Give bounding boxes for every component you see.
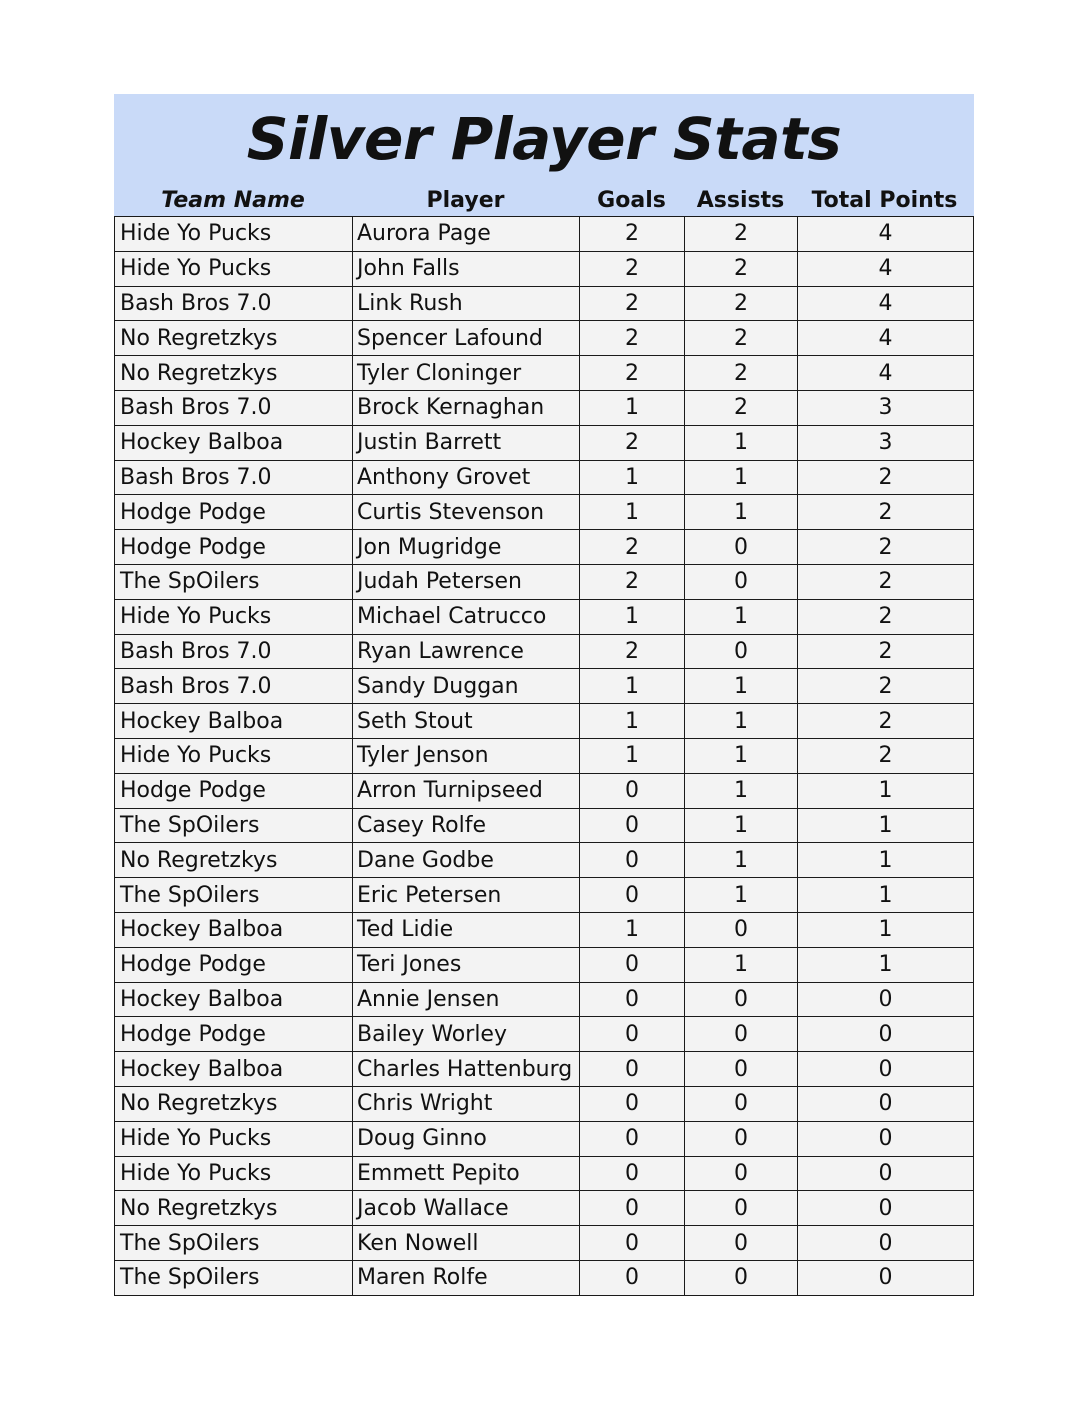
player-cell: Link Rush [353, 286, 580, 321]
player-cell: Spencer Lafound [353, 321, 580, 356]
team-cell: Hodge Podge [115, 947, 353, 982]
table-row [115, 1017, 974, 1052]
player-cell: Aurora Page [353, 217, 580, 252]
assists-cell: 1 [685, 878, 798, 913]
goals-cell: 1 [580, 390, 685, 425]
player-cell: Dane Godbe [353, 843, 580, 878]
total-points-cell: 2 [798, 634, 974, 669]
goals-cell: 0 [580, 773, 685, 808]
total-points-cell: 1 [798, 843, 974, 878]
total-points-cell: 1 [798, 773, 974, 808]
table-row [115, 704, 974, 739]
team-cell: Hockey Balboa [115, 982, 353, 1017]
player-cell: Casey Rolfe [353, 808, 580, 843]
assists-cell: 0 [685, 1017, 798, 1052]
player-cell: Michael Catrucco [353, 599, 580, 634]
goals-cell: 0 [580, 1226, 685, 1261]
goals-cell: 1 [580, 704, 685, 739]
assists-cell: 0 [685, 1226, 798, 1261]
goals-cell: 2 [580, 217, 685, 252]
table-row [115, 1086, 974, 1121]
player-cell: Bailey Worley [353, 1017, 580, 1052]
total-points-cell: 2 [798, 599, 974, 634]
assists-cell: 1 [685, 843, 798, 878]
table-row [115, 982, 974, 1017]
team-cell: Hide Yo Pucks [115, 1156, 353, 1191]
table-row [115, 286, 974, 321]
total-points-cell: 0 [798, 982, 974, 1017]
team-cell: Hide Yo Pucks [115, 738, 353, 773]
total-points-cell: 0 [798, 1052, 974, 1087]
total-points-cell: 1 [798, 912, 974, 947]
goals-cell: 0 [580, 1191, 685, 1226]
team-cell: No Regretzkys [115, 1191, 353, 1226]
assists-cell: 0 [685, 1052, 798, 1087]
assists-cell: 1 [685, 599, 798, 634]
goals-cell: 1 [580, 599, 685, 634]
assists-cell: 0 [685, 530, 798, 565]
table-row [115, 878, 974, 913]
player-cell: Tyler Jenson [353, 738, 580, 773]
total-points-cell: 1 [798, 878, 974, 913]
assists-cell: 1 [685, 808, 798, 843]
player-cell: Ryan Lawrence [353, 634, 580, 669]
assists-cell: 2 [685, 286, 798, 321]
total-points-cell: 4 [798, 321, 974, 356]
assists-cell: 0 [685, 634, 798, 669]
player-cell: Arron Turnipseed [353, 773, 580, 808]
total-points-cell: 0 [798, 1017, 974, 1052]
goals-cell: 1 [580, 912, 685, 947]
player-cell: Justin Barrett [353, 425, 580, 460]
team-cell: The SpOilers [115, 878, 353, 913]
goals-cell: 1 [580, 460, 685, 495]
total-points-cell: 2 [798, 704, 974, 739]
team-cell: Hide Yo Pucks [115, 217, 353, 252]
table-row [115, 356, 974, 391]
team-cell: Hide Yo Pucks [115, 251, 353, 286]
total-points-cell: 1 [798, 947, 974, 982]
assists-cell: 1 [685, 947, 798, 982]
assists-cell: 1 [685, 773, 798, 808]
table-row [115, 460, 974, 495]
assists-cell: 2 [685, 356, 798, 391]
total-points-cell: 2 [798, 564, 974, 599]
team-cell: No Regretzkys [115, 1086, 353, 1121]
total-points-cell: 0 [798, 1191, 974, 1226]
player-cell: Eric Petersen [353, 878, 580, 913]
goals-cell: 0 [580, 1052, 685, 1087]
team-cell: Hide Yo Pucks [115, 1121, 353, 1156]
team-cell: No Regretzkys [115, 843, 353, 878]
team-cell: The SpOilers [115, 1260, 353, 1295]
team-cell: No Regretzkys [115, 356, 353, 391]
total-points-cell: 2 [798, 738, 974, 773]
player-cell: Jon Mugridge [353, 530, 580, 565]
team-cell: Hockey Balboa [115, 912, 353, 947]
player-cell: Judah Petersen [353, 564, 580, 599]
table-row [115, 738, 974, 773]
goals-cell: 1 [580, 669, 685, 704]
team-cell: Hodge Podge [115, 495, 353, 530]
table-row [115, 1052, 974, 1087]
table-row [115, 669, 974, 704]
player-cell: Ken Nowell [353, 1226, 580, 1261]
goals-cell: 0 [580, 1086, 685, 1121]
assists-cell: 0 [685, 1260, 798, 1295]
team-cell: Hockey Balboa [115, 704, 353, 739]
player-cell: Seth Stout [353, 704, 580, 739]
table-row [115, 947, 974, 982]
table-row [115, 1226, 974, 1261]
goals-cell: 1 [580, 738, 685, 773]
total-points-cell: 2 [798, 669, 974, 704]
player-cell: Sandy Duggan [353, 669, 580, 704]
total-points-cell: 1 [798, 808, 974, 843]
header-assists: Assists [696, 188, 785, 213]
goals-cell: 0 [580, 843, 685, 878]
table-row [115, 843, 974, 878]
player-cell: Annie Jensen [353, 982, 580, 1017]
stats-table-body [115, 217, 974, 1296]
table-row [115, 1156, 974, 1191]
table-row [115, 564, 974, 599]
goals-cell: 2 [580, 530, 685, 565]
team-cell: Bash Bros 7.0 [115, 286, 353, 321]
total-points-cell: 2 [798, 495, 974, 530]
assists-cell: 1 [685, 738, 798, 773]
header-goals: Goals [597, 188, 666, 213]
table-row [115, 634, 974, 669]
table-row [115, 390, 974, 425]
team-cell: Bash Bros 7.0 [115, 390, 353, 425]
team-cell: The SpOilers [115, 1226, 353, 1261]
goals-cell: 0 [580, 982, 685, 1017]
table-row [115, 530, 974, 565]
assists-cell: 0 [685, 564, 798, 599]
table-row [115, 773, 974, 808]
assists-cell: 0 [685, 1156, 798, 1191]
team-cell: Bash Bros 7.0 [115, 669, 353, 704]
total-points-cell: 2 [798, 530, 974, 565]
table-row [115, 912, 974, 947]
total-points-cell: 0 [798, 1260, 974, 1295]
goals-cell: 0 [580, 1260, 685, 1295]
table-row [115, 321, 974, 356]
assists-cell: 0 [685, 1191, 798, 1226]
table-row [115, 1121, 974, 1156]
goals-cell: 0 [580, 1017, 685, 1052]
table-row [115, 251, 974, 286]
player-cell: Doug Ginno [353, 1121, 580, 1156]
total-points-cell: 4 [798, 217, 974, 252]
assists-cell: 1 [685, 425, 798, 460]
team-cell: Hide Yo Pucks [115, 599, 353, 634]
goals-cell: 2 [580, 634, 685, 669]
assists-cell: 1 [685, 495, 798, 530]
assists-cell: 1 [685, 669, 798, 704]
table-row [115, 217, 974, 252]
assists-cell: 1 [685, 704, 798, 739]
player-cell: John Falls [353, 251, 580, 286]
team-cell: Hodge Podge [115, 773, 353, 808]
total-points-cell: 0 [798, 1156, 974, 1191]
team-cell: Bash Bros 7.0 [115, 634, 353, 669]
table-row [115, 425, 974, 460]
total-points-cell: 4 [798, 251, 974, 286]
header-team-name: Team Name [161, 188, 305, 213]
header-band [114, 94, 974, 216]
total-points-cell: 3 [798, 425, 974, 460]
total-points-cell: 2 [798, 460, 974, 495]
assists-cell: 2 [685, 217, 798, 252]
player-cell: Emmett Pepito [353, 1156, 580, 1191]
player-cell: Anthony Grovet [353, 460, 580, 495]
goals-cell: 0 [580, 947, 685, 982]
goals-cell: 0 [580, 1156, 685, 1191]
team-cell: Bash Bros 7.0 [115, 460, 353, 495]
goals-cell: 2 [580, 321, 685, 356]
goals-cell: 2 [580, 425, 685, 460]
total-points-cell: 0 [798, 1121, 974, 1156]
table-row [115, 599, 974, 634]
player-cell: Maren Rolfe [353, 1260, 580, 1295]
player-cell: Teri Jones [353, 947, 580, 982]
header-player: Player [426, 188, 505, 213]
total-points-cell: 0 [798, 1226, 974, 1261]
player-cell: Jacob Wallace [353, 1191, 580, 1226]
stats-sheet [114, 94, 974, 1296]
player-cell: Curtis Stevenson [353, 495, 580, 530]
table-row [115, 495, 974, 530]
total-points-cell: 3 [798, 390, 974, 425]
goals-cell: 2 [580, 356, 685, 391]
assists-cell: 1 [685, 460, 798, 495]
goals-cell: 2 [580, 564, 685, 599]
team-cell: Hodge Podge [115, 1017, 353, 1052]
assists-cell: 0 [685, 912, 798, 947]
player-cell: Chris Wright [353, 1086, 580, 1121]
player-cell: Brock Kernaghan [353, 390, 580, 425]
goals-cell: 0 [580, 1121, 685, 1156]
team-cell: Hodge Podge [115, 530, 353, 565]
table-row [115, 808, 974, 843]
column-headers [114, 186, 974, 216]
total-points-cell: 4 [798, 356, 974, 391]
page-title: Silver Player Stats [246, 105, 842, 173]
goals-cell: 1 [580, 495, 685, 530]
assists-cell: 2 [685, 390, 798, 425]
assists-cell: 0 [685, 1086, 798, 1121]
goals-cell: 2 [580, 251, 685, 286]
team-cell: Hockey Balboa [115, 1052, 353, 1087]
player-cell: Charles Hattenburg [353, 1052, 580, 1087]
player-cell: Tyler Cloninger [353, 356, 580, 391]
assists-cell: 0 [685, 1121, 798, 1156]
assists-cell: 2 [685, 321, 798, 356]
team-cell: The SpOilers [115, 564, 353, 599]
assists-cell: 0 [685, 982, 798, 1017]
team-cell: The SpOilers [115, 808, 353, 843]
goals-cell: 2 [580, 286, 685, 321]
table-row [115, 1260, 974, 1295]
assists-cell: 2 [685, 251, 798, 286]
team-cell: No Regretzkys [115, 321, 353, 356]
header-total-points: Total Points [811, 188, 958, 213]
table-row [115, 1191, 974, 1226]
goals-cell: 0 [580, 808, 685, 843]
total-points-cell: 0 [798, 1086, 974, 1121]
stats-table [114, 216, 974, 1296]
team-cell: Hockey Balboa [115, 425, 353, 460]
goals-cell: 0 [580, 878, 685, 913]
total-points-cell: 4 [798, 286, 974, 321]
player-cell: Ted Lidie [353, 912, 580, 947]
